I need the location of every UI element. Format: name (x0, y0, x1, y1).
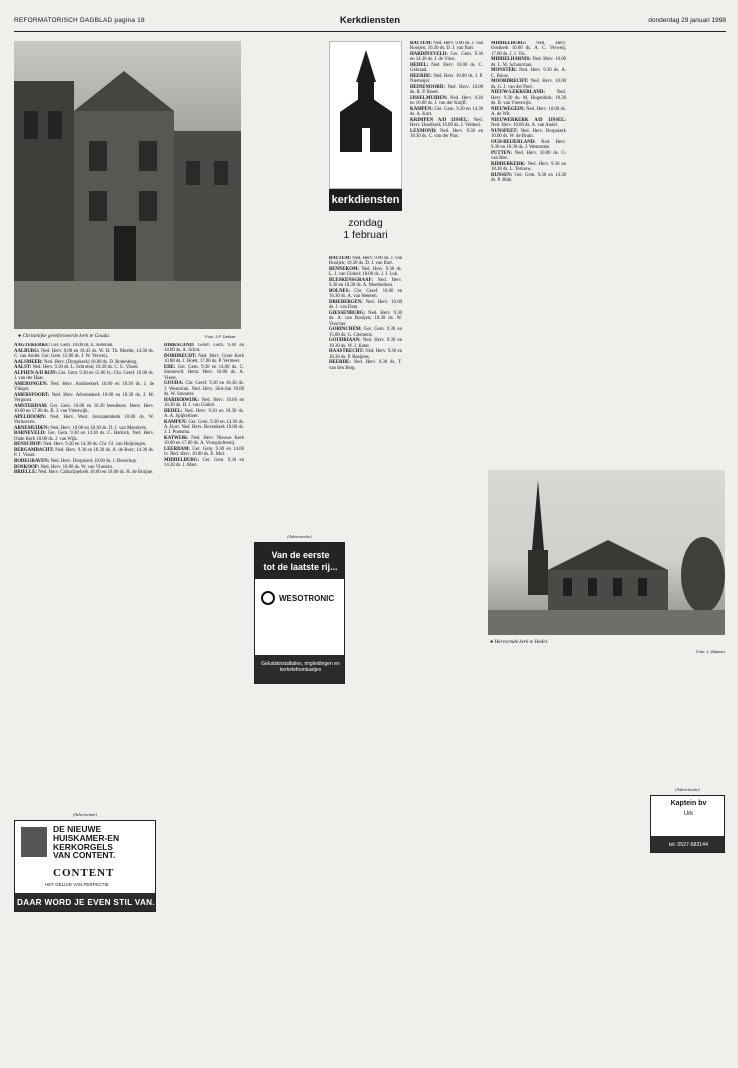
service-details: Ned. Herv. 9.30 en 18.30 ds. A. de Boer; 14.30 ds. P. J. Visser. (14, 448, 154, 459)
listing-column-7-lower (652, 660, 725, 782)
listing-entry (410, 52, 483, 63)
ad-label-wesotronic: (Advertentie) (287, 534, 312, 539)
service-details: Ger. Gem. 10.00 ds. E. Ketelaar. (51, 343, 114, 348)
service-details: Geref. Gem. 9.30 en 14.00 ds. A. Schot. (164, 343, 244, 354)
organ-icon (21, 827, 47, 857)
listing-entry (410, 74, 483, 85)
ad-kaptein-sub: Urk (683, 811, 694, 817)
listing-entry (164, 409, 244, 420)
feature-subtitle (329, 217, 402, 241)
service-details: Ned. Herv. 10.00 ds. J. P. Niemeijer. (410, 73, 483, 85)
place-name: MIDDELBURG: (164, 457, 203, 463)
ad-kaptein[interactable] (650, 795, 725, 853)
listing-entry (491, 90, 566, 106)
listing-entry (491, 79, 566, 90)
service-details: Ned. Herv. West. Jeruzalemkerk 10.00 ds. W. Verhoeven. (14, 414, 154, 426)
place-name: LEERDAM: (164, 446, 193, 452)
listing-entry (164, 381, 244, 397)
listing-entry (14, 349, 154, 360)
church-building-illustration (14, 41, 241, 329)
listing-entry (329, 300, 402, 311)
place-name: LEXMOND: (410, 128, 441, 134)
listing-entry (491, 173, 566, 184)
place-name: HARDINXVELD: (410, 51, 451, 57)
listing-entry (164, 447, 244, 458)
service-details: Ned. Herv. 9.30 en 18.30 ds. A. A. Spijkerboer. (164, 408, 244, 419)
service-details: Ned. Herv. Dorpskerk 10.00 ds. J. Benschop. (50, 459, 138, 465)
listing-entry (491, 68, 566, 79)
service-details: Chr. Geref. 9.30 en 16.30 ds. J. Westerink. Ned. Herv. Sint-Jan 10.00 ds. W. Smouter. (164, 381, 244, 397)
service-details: Ger. Gem. 9.30 en 14.00 ds. C. Sonnevelt. Herst. Herv. 10.00 ds. A. Visser. (164, 364, 244, 381)
church-icon (330, 42, 403, 190)
issue-date: donderdag 29 januari 1998 (648, 17, 726, 24)
place-name: HEERDE: (329, 360, 354, 366)
place-name: RIJSSEN: (491, 172, 515, 178)
place-name: IJSSELMUIDEN: (410, 95, 451, 101)
place-name: NIEUWEGEIN: (491, 106, 527, 112)
listing-column-5 (491, 41, 566, 466)
ad-tagline: HET GELUID VAN PERFECTIE (45, 882, 109, 887)
service-details: Ned. Herv. 9.30 ds. L. J. van Ginkel; 18.00 ds. J. J. Lok. (329, 266, 402, 278)
place-name: HEDEL: (410, 62, 432, 68)
church-photo-gouda (14, 41, 241, 329)
wesotronic-logo-icon (261, 591, 275, 605)
service-details: Ned. Herv. 9.30 ds. T. van den Berg. (329, 360, 402, 371)
place-name: MONSTER: (491, 68, 520, 74)
ad-headline-block (53, 825, 119, 860)
service-details: Ned. Herv. 9.00 en 18.45 ds. W. H. Th. Moehn; 14.30 ds. C. van Andel. Ger. Gem. 15.00 ds. J. W. Verweij. (14, 348, 154, 359)
service-details: Ned. Herv. 10.00 en 18.30 ds. H. J. van Ginkel. (164, 397, 244, 408)
listing-entry (164, 458, 244, 469)
place-name: BOLNES: (329, 288, 355, 294)
service-details: Ned. Herv. IJsselkerk 10.00 ds. J. Verheul. (410, 117, 483, 129)
service-details: Ned. Herv. 10.00 ds. W. van Vlastuin. (40, 464, 114, 470)
service-details: Ned. Herv. 10.00 ds. R. P. Roest. (410, 84, 483, 96)
service-details: Ned. Herv. 9.30 en 16.00 ds. J. van der Knijff. (410, 95, 483, 107)
place-name: KAMPEN: (410, 106, 435, 112)
place-name: APELDOORN: (14, 414, 51, 420)
place-name: HAASTRECHT: (329, 349, 366, 355)
listing-column-1 (14, 343, 154, 808)
place-name: BATTEM: (410, 41, 434, 46)
listing-entry (491, 162, 566, 173)
place-name: ALPHEN A/D RIJN: (14, 370, 59, 376)
listing-entry (164, 398, 244, 409)
place-name: HEDEL: (164, 408, 185, 414)
listing-entry (14, 415, 154, 426)
place-name: KAMPEN: (164, 419, 189, 425)
ad-wesotronic-body: Geluidsinstallaties, ringleidingen en kerkelefoonkastjes (255, 655, 345, 684)
listing-entry (14, 448, 154, 459)
listing-entry (410, 63, 483, 74)
listing-entry (491, 57, 566, 68)
service-details: Ned. Herv. 9.30 en 18.30 ds. P. Baaijens. (329, 349, 402, 360)
service-details: Ned. Herv. 9.30 ds. A. van Rooijen; 18.30 ds. W. Visscher. (329, 310, 402, 327)
place-name: OUD-BEIJERLAND: (491, 139, 542, 145)
service-details: Ned. Herv. 10.00 ds. J. van Dam. (329, 299, 402, 311)
listing-entry (491, 41, 566, 57)
listing-entry (14, 470, 154, 475)
listing-entry (14, 459, 154, 464)
place-name: DORDRECHT: (164, 353, 199, 359)
listing-entry (164, 354, 244, 365)
place-name: DIRKSLAND: (164, 343, 198, 348)
service-details: Ger. Gem. 10.00 en 16.30 leesdienst. Herst. Herv. 10.00 en 17.00 ds. B. J. van Vreeswijk. (14, 403, 154, 415)
ad-brand: CONTENT (53, 867, 115, 879)
listing-entry (491, 140, 566, 151)
service-details: Ned. Herv. 10.00 en 18.30 ds. D. J. van Meerkerk. (50, 425, 147, 431)
listing-entry (329, 360, 402, 371)
place-name: AMERONGEN: (14, 381, 51, 387)
listing-entry (491, 129, 566, 140)
listing-entry (14, 404, 154, 415)
listing-entry (329, 256, 402, 267)
place-name: BODEGRAVEN: (14, 459, 51, 465)
church-photo-hedel (488, 470, 725, 635)
listing-column-5-lower (491, 660, 566, 1053)
listing-column-2 (164, 343, 244, 1053)
listing-entry (14, 431, 154, 442)
service-details: Ned. Herv. Catharijnekerk 10.00 en 18.00 ds. H. de Bruijne. (38, 470, 154, 476)
place-name: GOUDA: (164, 381, 186, 387)
service-details: Ger. Gem. 9.30 en 14.30 ds. J. Mast. (164, 457, 244, 469)
listing-entry (410, 129, 483, 140)
service-details: Ned. Herv. 9.30 ds. L. Schroten; 18.30 ds. C. G. Visser. (32, 365, 139, 371)
listing-entry (491, 151, 566, 162)
caption-text: Christelijke gereformeerde kerk te Gouda. (22, 333, 111, 339)
listing-column-2-lower (254, 690, 324, 1053)
service-details: Ned. Herv. 9.30 en 18.30 ds. W. J. Kater. (329, 338, 402, 349)
service-details: Ger. Gem. 9.30 en 14.30 ds. A. Kort. (410, 106, 483, 118)
listing-entry (329, 267, 402, 278)
place-name: NUNSPEET: (491, 128, 521, 134)
place-name: MOORDRECHT: (491, 79, 531, 85)
place-name: EDE: (164, 364, 178, 370)
place-name: BENSCHOP: (14, 442, 44, 448)
service-details: Ger. Gem. 9.30 en 14.30 ds. C. Harinck. Ned. Herv. Oude Kerk 10.00 ds. J. van Wijk. (14, 431, 154, 442)
service-details: Ned. Herv. 9.30 en 18.30 ds. J. Weststrate. (491, 139, 566, 150)
listing-column-6-lower (572, 660, 645, 1053)
place-name: BOSKOOP: (14, 464, 41, 470)
place-name: DRIEBERGEN: (329, 299, 366, 305)
hedel-church-illustration (488, 470, 725, 635)
service-details: Ger. Gem. 9.30 en 14.30 ds. J. de Vries. (410, 51, 483, 63)
service-details: Ned. Herv. Nieuwe Kerk 10.00 en 17.00 ds. A. Vroegindeweij. (164, 435, 244, 447)
place-name: HARDERWIJK: (164, 397, 202, 403)
service-details: Ger. Gem. 9.30 en 15.00 ds. G. Clements. (329, 327, 402, 338)
page-header (14, 14, 726, 32)
place-name: BERGAMBACHT: (14, 448, 56, 454)
place-name: AALST: (14, 365, 33, 371)
listing-entry (410, 96, 483, 107)
listing-entry (14, 360, 154, 365)
ad-line-4: VAN CONTENT. (53, 850, 116, 861)
service-details: Ned. Herv. Grote Kerk 10.00 ds. J. Hoek; 17.00 ds. P. Vermeer. (164, 353, 244, 365)
service-details: Ned. Herv. 9.30 en 14.30 ds. Chr. Gl. van Heijningen. (43, 442, 147, 448)
place-name: GORINCHEM: (329, 327, 364, 333)
listing-column-7 (652, 41, 725, 466)
listing-entry (14, 382, 154, 393)
listing-entry (14, 442, 154, 447)
service-details: Ned. Herv. 10.00 ds. L. W. Schuurman. (491, 57, 566, 68)
service-details: Ned. Herv. Andrieskerk 10.00 en 18.30 ds. J. de Vlieger. (14, 381, 154, 393)
listing-entry (329, 349, 402, 360)
ad-line-2: HUISKAMER-EN (53, 832, 120, 843)
place-name: AMSTERDAM: (14, 403, 51, 409)
listing-entry (329, 311, 402, 327)
place-name: BATTEM: (329, 256, 353, 261)
listing-entry (410, 107, 483, 118)
place-name: HEERDE: (410, 73, 434, 79)
section-title: Kerkdiensten (339, 15, 401, 26)
listing-column-2-upper (248, 41, 324, 529)
service-details: Ger. Gem. 9.30 en 14.30 ds. A. Kort. Ned. Herv. Bovenkerk 10.00 ds. J. J. Poutsma. (164, 419, 244, 436)
place-name: AAGTEKERKE: (14, 343, 52, 348)
listing-entry (491, 107, 566, 118)
service-details: Ned. Herv. (Dorpskerk) 10.00 ds. D. Rodenburg. (43, 359, 138, 365)
listing-entry (410, 85, 483, 96)
service-details: Ned. Herv. 9.00 ds. J. van Rooijen; 10.30 ds. D. J. van Bart. (410, 41, 483, 52)
place-name: KRIMPEN A/D IJSSEL: (410, 117, 474, 123)
service-details: Ned. Herv. 9.30 ds. M. Hogenbirk; 18.30 ds. B. van Vreeswijk. (491, 90, 566, 106)
paper-name: REFORMATORISCH DAGBLAD pagina 18 (14, 17, 145, 24)
listing-entry (329, 327, 402, 338)
ad-line-3: KERKORGELS (53, 841, 113, 852)
service-details: Ned. Herv. Oostkerk 10.00 ds. A. C. Verweij; 17.00 ds. J. J. Vis. (491, 41, 566, 57)
service-details: Ned. Herv. Adventskerk 10.00 en 18.30 ds. J. M. Vergunst. (14, 392, 154, 404)
place-name: BENNEKOM: (329, 266, 362, 272)
place-name: ARNEMUIDEN: (14, 425, 51, 431)
listing-entry (164, 436, 244, 447)
listing-entry (329, 289, 402, 300)
listing-entry (14, 465, 154, 470)
place-name: PUTTEN: (491, 150, 515, 156)
service-details: Ned. Herv. 10.00 ds. G. van Ree. (491, 150, 566, 161)
headline-line-2: tot de laatste rij... (263, 562, 338, 572)
caption-text: Hervormde kerk te Hedel. (494, 639, 549, 645)
service-details: Ger. Gem. 9.30 en 14.00 lv. Ned. Herv. 10.00 ds. E. Mol. (164, 446, 244, 458)
service-details: Chr. Geref. 10.00 en 16.30 ds. A. van Heteren. (329, 288, 402, 300)
place-name: BARNEVELD: (14, 431, 48, 437)
listing-entry (164, 420, 244, 436)
listing-column-4 (410, 41, 483, 1053)
place-name: GIESSENBURG: (329, 310, 369, 316)
photo-caption-gouda: ● Christelijke gereformeerde kerk te Gouda. (18, 333, 111, 339)
photo-credit-gouda: Foto: J.P. Dekker (205, 334, 236, 339)
place-name: HEINENOORD: (410, 84, 448, 90)
service-details: Ned. Herv. 9.00 ds. J. van Rooijen; 10.30 ds. D. J. van Bart. (329, 256, 402, 267)
place-name: KATWIJK: (164, 435, 192, 441)
ad-kaptein-top: Kaptein bv (670, 800, 707, 807)
listing-entry (14, 343, 154, 348)
listing-entry (329, 338, 402, 349)
listing-entry (410, 41, 483, 52)
listing-entry (410, 118, 483, 129)
service-details: Ned. Herv. 10.00 ds. A. de Wit. (491, 106, 566, 117)
place-name: BLESKENSGRAAF: (329, 277, 378, 283)
kerkdiensten-feature (329, 41, 402, 251)
feature-title-band: kerkdiensten (329, 189, 402, 211)
place-name: AALSMEER: (14, 359, 44, 365)
place-name: GOUDRIAAN: (329, 338, 363, 344)
listing-column-7-bottom (652, 858, 725, 1053)
place-name: BRIELLE: (14, 470, 39, 476)
listing-entry (14, 365, 154, 370)
church-silhouette-icon (329, 41, 402, 189)
listing-entry (164, 365, 244, 381)
service-details: Ned. Herv. 9.30 en 18.30 ds. C. van der Plas. (410, 128, 483, 140)
listing-column-3 (329, 256, 402, 1053)
ad-kaptein-tel: tel. 0527-683144 (651, 836, 725, 853)
service-details: Ned. Herv. 10.00 ds. C. Gebraad. (410, 62, 483, 74)
photo-caption-hedel: ● Hervormde kerk te Hedel. (490, 639, 549, 645)
service-details: Ned. Herv. 9.30 ds. A. C. Bouw. (491, 68, 566, 79)
ad-label-huiskamer: (Advertentie) (72, 812, 98, 817)
place-name: AALBURG: (14, 348, 42, 354)
service-details: Ned. Herv. 9.30 en 18.30 ds. L. Terlouw. (491, 161, 566, 172)
headline-line-1: Van de eerste (271, 550, 330, 560)
listing-entry (491, 118, 566, 129)
subtitle-line-1: zondag (348, 217, 383, 229)
place-name: NIEUW-LEKKERLAND: (491, 90, 557, 96)
ad-bottom-banner: DAAR WORD JE EVEN STIL VAN. (15, 893, 156, 912)
service-details: Ned. Herv. 10.00 ds. A. van Andel. (491, 122, 559, 128)
listing-entry (164, 343, 244, 354)
service-details: Ned. Herv. 9.30 en 18.30 ds. A. Moerkerken. (329, 277, 402, 289)
ad-label-kaptein: (Advertentie) (675, 787, 700, 792)
listing-column-6 (572, 41, 645, 466)
listing-entry (14, 393, 154, 404)
listing-entry (329, 278, 402, 289)
photo-credit-hedel: Foto: J. Walsum (696, 649, 725, 654)
subtitle-line-2: 1 februari (343, 229, 388, 241)
service-details: Ger. Gem. 9.30 en 14.30 ds. P. Blok. (491, 172, 566, 183)
place-name: RIDDERKERK: (491, 161, 528, 167)
service-details: Ger. Gem. 9.30 en 15.00 lv.; Chr. Geref. 10.00 ds. J. van der Haar. (14, 370, 154, 382)
listing-column-1b (14, 918, 154, 1053)
service-details: Ned. Herv. Dorpskerk 10.00 ds. W. de Bruin. (491, 128, 566, 139)
place-name: MIDDELHARNIS: (491, 57, 533, 63)
listing-entry (14, 371, 154, 382)
ad-line-1: DE NIEUWE (53, 824, 102, 834)
listing-entry (14, 426, 154, 431)
place-name: NIEUWERKERK A/D IJSSEL: (491, 117, 566, 123)
ad-huiskamerorgels[interactable] (14, 820, 156, 912)
service-details: Ned. Herv. 10.00 ds. G. J. van der Poel. (491, 79, 566, 90)
ad-wesotronic-brand: WESOTRONIC (279, 594, 335, 603)
place-name: AMERSFOORT: (14, 392, 52, 398)
place-name: MIDDELBURG: (491, 41, 537, 46)
